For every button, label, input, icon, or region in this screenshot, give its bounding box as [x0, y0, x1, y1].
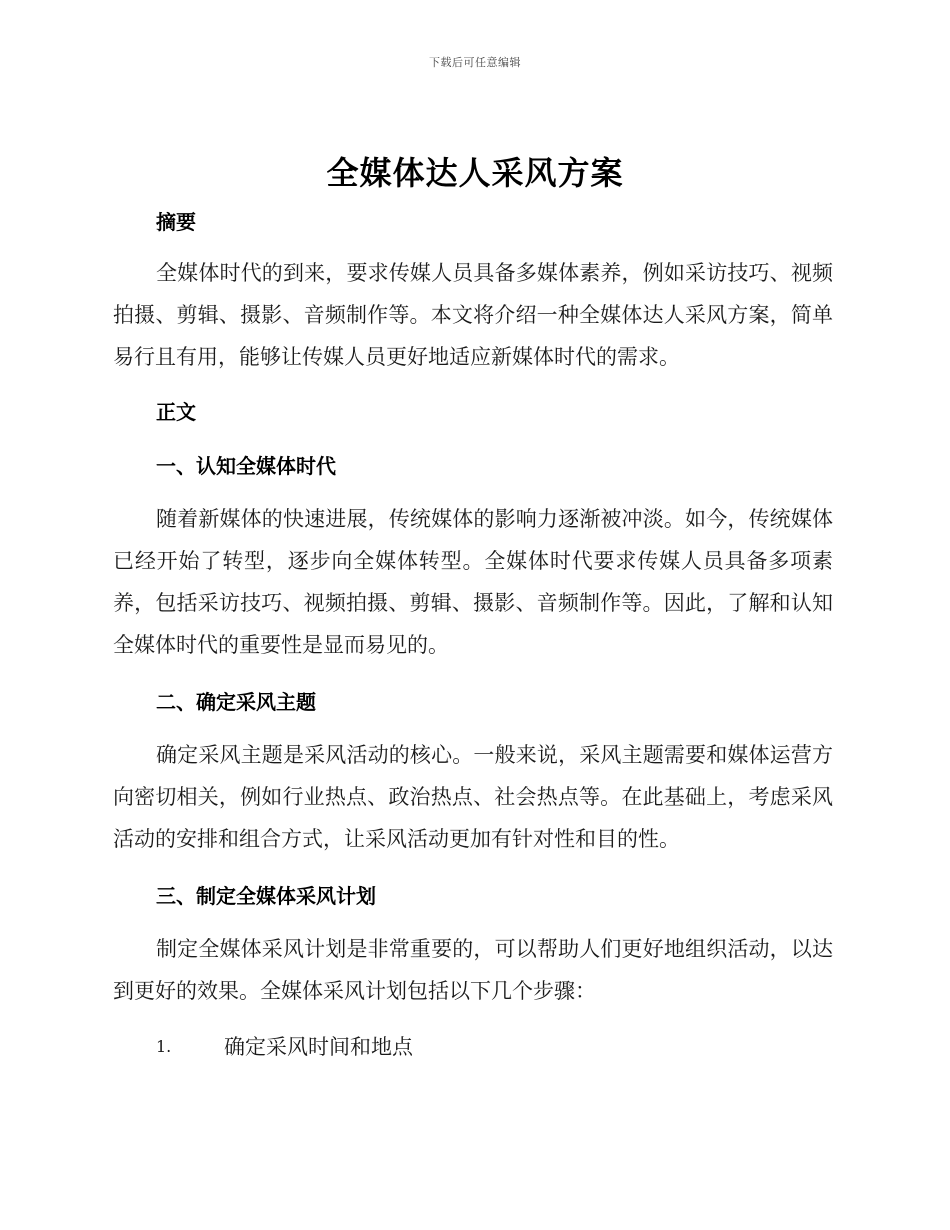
section-paragraph: 随着新媒体的快速进展，传统媒体的影响力逐渐被冲淡。如今，传统媒体已经开始了转型，逐步向全媒体转型。全媒体时代要求传媒人员具备多项素养，包括采访技巧、视频拍摄、剪辑、摄影、音频制作等。因此，了解和认知全媒体时代的重要性是显而易见的。 [113, 507, 833, 657]
section-paragraph: 确定采风主题是采风活动的核心。一般来说，采风主题需要和媒体运营方向密切相关，例如行业热点、政治热点、社会热点等。在此基础上，考虑采风活动的安排和组合方式，让采风活动更加有针对性和目的性。 [113, 743, 833, 851]
list-item-number: 1. [156, 1037, 172, 1056]
document-title: 全媒体达人采风方案 [326, 154, 624, 192]
section-paragraph: 制定全媒体采风计划是非常重要的，可以帮助人们更好地组织活动，以达到更好的效果。全媒体采风计划包括以下几个步骤： [113, 937, 833, 1003]
section-heading: 二、确定采风主题 [156, 690, 316, 714]
body-heading: 正文 [156, 400, 196, 424]
section-heading: 三、制定全媒体采风计划 [156, 884, 376, 908]
page-header-note: 下载后可任意编辑 [429, 56, 521, 69]
list-item-text: 确定采风时间和地点 [224, 1035, 413, 1059]
section-heading: 一、认知全媒体时代 [156, 454, 336, 478]
document-content [113, 202, 833, 1068]
abstract-heading: 摘要 [156, 210, 196, 234]
list-item [113, 1026, 833, 1068]
abstract-paragraph: 全媒体时代的到来，要求传媒人员具备多媒体素养，例如采访技巧、视频拍摄、剪辑、摄影、音频制作等。本文将介绍一种全媒体达人采风方案，简单易行且有用，能够让传媒人员更好地适应新媒体时代的需求。 [113, 261, 833, 369]
